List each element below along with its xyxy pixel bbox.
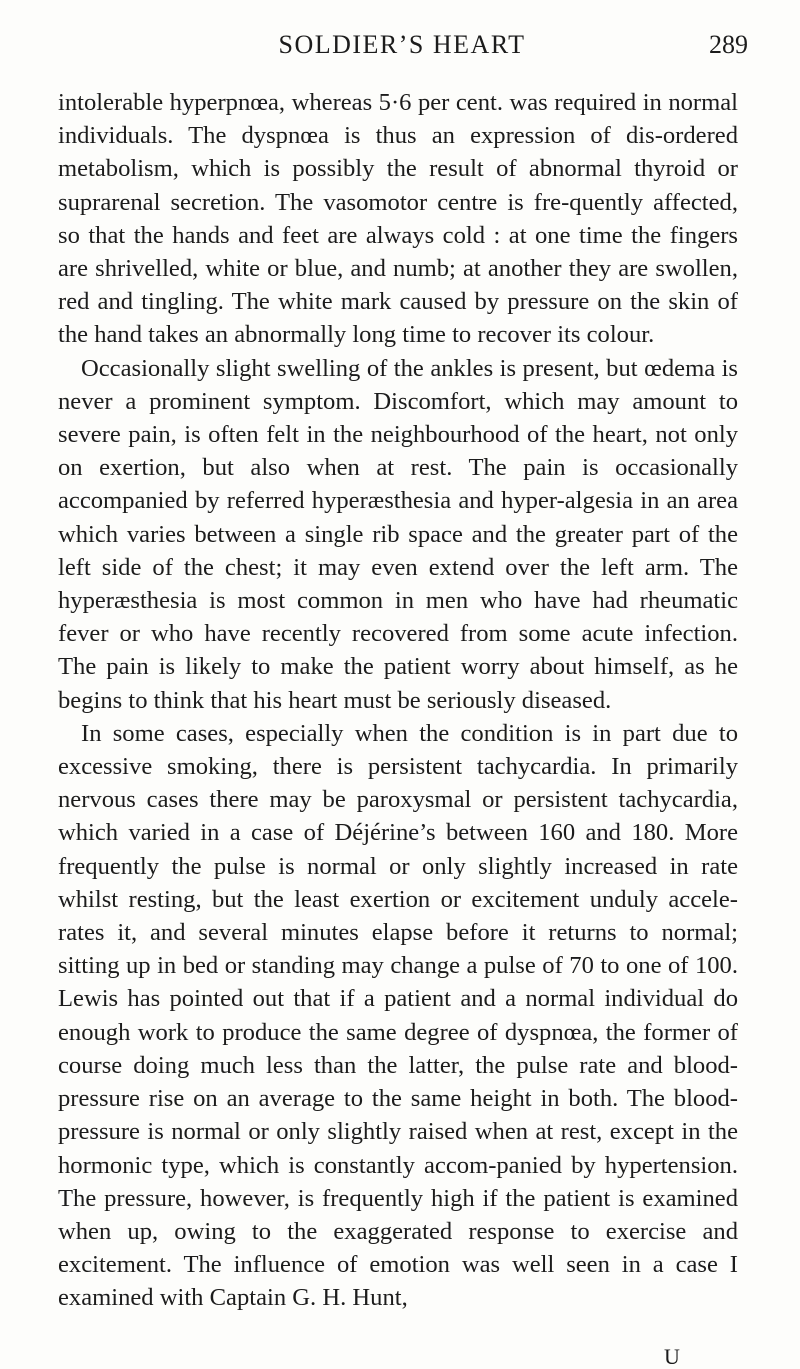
running-title: SOLDIER’S HEART <box>278 30 526 59</box>
body-text <box>58 86 738 1315</box>
paragraph-3: In some cases, especially when the condition is in part due to excessive smoking, there is persistent tachycardia. In primarily nervous cases there may be paroxysmal or persistent tachycardia, which varied in a case of Déjérine’s between 160 and 180. More frequently the pulse is normal or only slightly increased in rate whilst resting, but the least exertion or excitement unduly accele-rates it, and several minutes elapse before it returns to normal; sitting up in bed or standing may change a pulse of 70 to one of 100. Lewis has pointed out that if a patient and a normal individual do enough work to produce the same degree of dyspnœa, the former of course doing much less than the latter, the pulse rate and blood-pressure rise on an average to the same height in both. The blood-pressure is normal or only slightly raised when at rest, except in the hormonic type, which is constantly accom-panied by hypertension. The pressure, however, is frequently high if the patient is examined when up, owing to the exaggerated response to exercise and excitement. The influence of emotion was well seen in a case I examined with Captain G. H. Hunt, <box>58 719 738 1312</box>
paragraph-2: Occasionally slight swelling of the ankles is present, but œdema is never a prominent symptom. Discomfort, which may amount to severe pain, is often felt in the neighbourhood of the heart, not only on exertion, but also when at rest. The pain is occasionally accompanied by referred hyperæsthesia and hyper-algesia in an area which varies between a single rib space and the greater part of the left side of the chest; it may even extend over the left arm. The hyperæsthesia is most common in men who have had rheumatic fever or who have recently recovered from some acute infection. The pain is likely to make the patient worry about himself, as he begins to think that his heart must be seriously diseased. <box>58 354 738 714</box>
signature-mark: U <box>664 1344 680 1369</box>
paragraph-1: intolerable hyperpnœa, whereas 5·6 per cent. was required in normal individuals. The dyspnœa is thus an expression of dis-ordered metabolism, which is possibly the result of abnormal thyroid or suprarenal secretion. The vasomotor centre is fre-quently affected, so that the hands and feet are always cold : at one time the fingers are shrivelled, white or blue, and numb; at another they are swollen, red and tingling. The white mark caused by pressure on the skin of the hand takes an abnormally long time to recover its colour. <box>58 89 738 349</box>
running-head <box>56 30 748 70</box>
page-number: 289 <box>709 30 748 59</box>
